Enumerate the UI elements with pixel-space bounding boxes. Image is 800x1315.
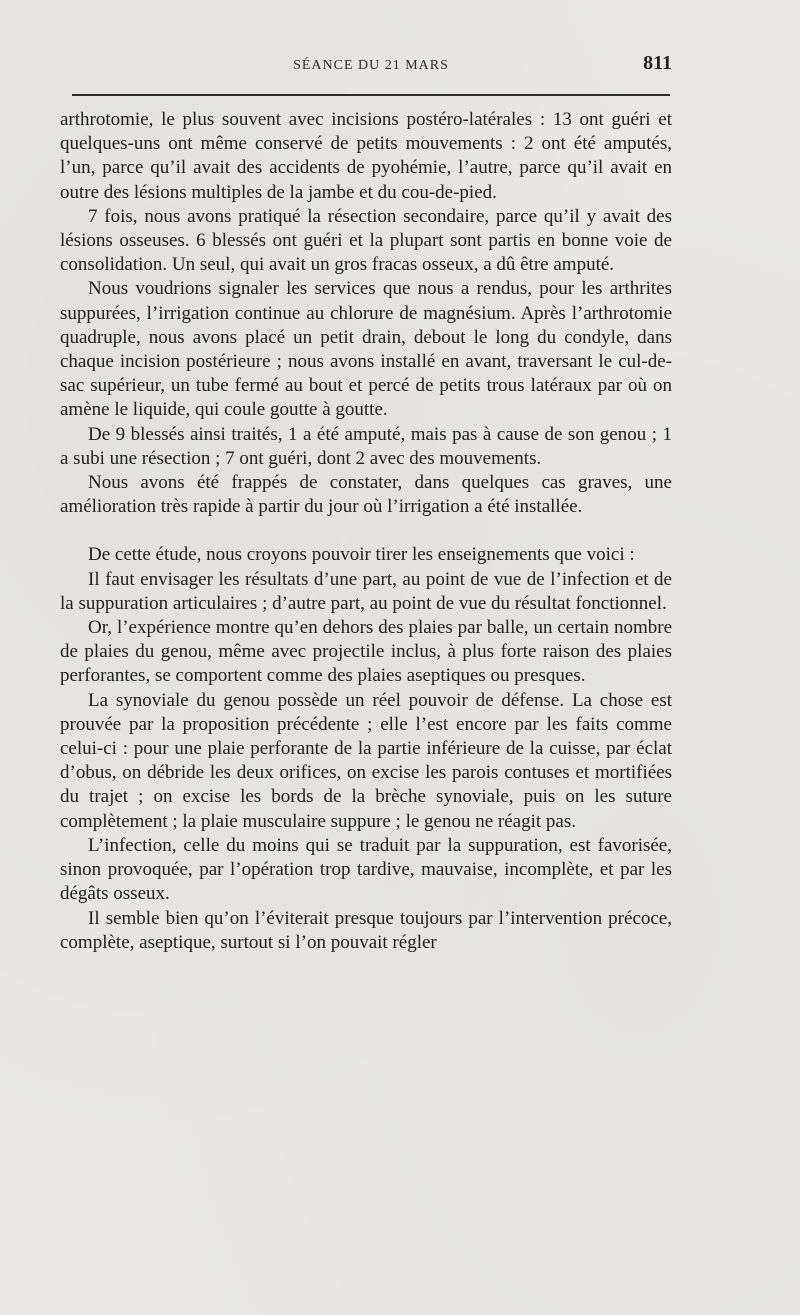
paragraph-10: L’infection, celle du moins qui se traduit par la suppuration, est favorisée, sinon provoquée, par l’opération trop tardive, mauvaise, incomplète, et par les dégâts osseux. [60,834,672,905]
body-text [60,108,672,955]
paragraph-3: Nous voudrions signaler les services que nous a rendus, pour les arthrites suppurées, l’irrigation continue au chlorure de magnésium. Après l’arthrotomie quadruple, nous avons placé un petit drain, debout le long du condyle, dans chaque incision postérieure ; nous avons installé en avant, traversant le cul-de-sac supérieur, un tube fermé au bout et percé de petits trous latéraux par où on amène le liquide, qui coule goutte à goutte. [60,278,672,421]
paragraph-4: De 9 blessés ainsi traités, 1 a été amputé, mais pas à cause de son genou ; 1 a subi une résection ; 7 ont guéri, dont 2 avec des mouvements. [60,423,672,469]
page-number: 811 [643,52,672,74]
paragraph-2: 7 fois, nous avons pratiqué la résection secondaire, parce qu’il y avait des lésions osseuses. 6 blessés ont guéri et la plupart sont partis en bonne voie de consolidation. Un seul, qui avait un gros fracas osseux, a dû être amputé. [60,205,672,276]
paragraph-5: Nous avons été frappés de constater, dans quelques cas graves, une amélioration très rapide à partir du jour où l’irrigation a été installée. [60,472,672,518]
paragraph-7: Il faut envisager les résultats d’une part, au point de vue de l’infection et de la suppuration articulaires ; d’autre part, au point de vue du résultat fonctionnel. [60,568,672,614]
paragraph-1: arthrotomie, le plus souvent avec incisions postéro-latérales : 13 ont guéri et quelques-uns ont même conservé de petits mouvements : 2 ont été amputés, l’un, parce qu’il avait des accidents de pyohémie, l’autre, parce qu’il avait en outre des lésions multiples de la jambe et du cou-de-pied. [60,109,672,203]
running-header [72,52,670,76]
header-rule [72,94,670,96]
section-gap [60,519,672,543]
paragraph-11: Il semble bien qu’on l’éviterait presque toujours par l’intervention précoce, complète, aseptique, surtout si l’on pouvait régler [60,907,672,953]
paragraph-6: De cette étude, nous croyons pouvoir tirer les enseignements que voici : [88,544,635,566]
header-title: SÉANCE DU 21 MARS [293,58,449,73]
paragraph-9: La synoviale du genou possède un réel pouvoir de défense. La chose est prouvée par la proposition précédente ; elle l’est encore par les faits comme celui-ci : pour une plaie perforante de la partie inférieure de la cuisse, par éclat d’obus, on débride les deux orifices, on excise les parois contuses et mortifiées du trajet ; on excise les bords de la brèche synoviale, puis on les suture complètement ; la plaie musculaire suppure ; le genou ne réagit pas. [60,689,672,832]
paragraph-8: Or, l’expérience montre qu’en dehors des plaies par balle, un certain nombre de plaies du genou, même avec projectile inclus, à plus forte raison des plaies perforantes, se comportent comme des plaies aseptiques ou presques. [60,617,672,687]
